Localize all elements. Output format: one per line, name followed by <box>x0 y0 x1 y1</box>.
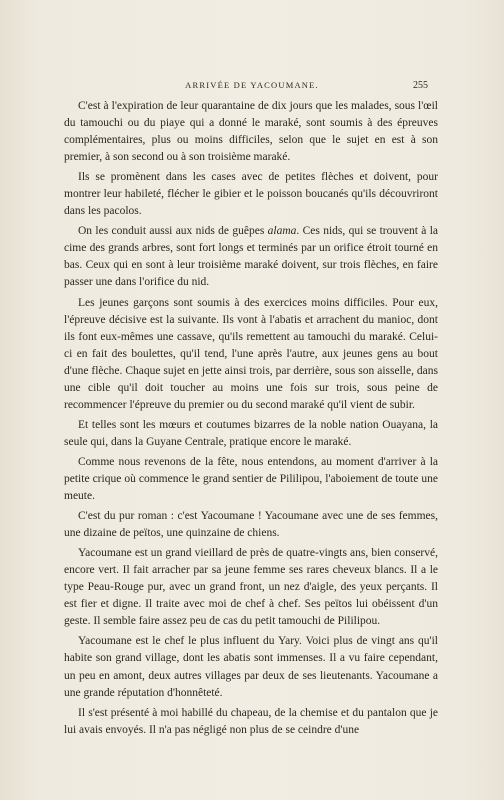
paragraph: Les jeunes garçons sont soumis à des exercices moins difficiles. Pour eux, l'épreuve décisive est la suivante. Ils vont à l'abatis et arrachent du manioc, dont ils font eux-mêmes une cassave, qu'ils remettent au tamouchi du maraké. Celui-ci en fait des boulettes, qu'il tend, l'une après l'autre, aux jeunes gens au bout d'une flèche. Chaque sujet en jette ainsi trois, par derrière, sous son aisselle, dans une cible qu'il doit toucher au moins une fois sur trois, sous peine de recommencer l'épreuve du premier ou du second maraké qu'il vient de subir. <box>64 296 438 411</box>
page-number: 255 <box>413 80 428 91</box>
paragraph: Ils se promènent dans les cases avec de petites flèches et doivent, pour montrer leur habileté, flécher le gibier et le poisson boucanés qu'ils découvriront dans les pacolos. <box>64 171 438 218</box>
paragraph: Yacoumane est un grand vieillard de près de quatre-vingts ans, bien conservé, encore vert. Il fait arracher par sa jeune femme ses rares cheveux blancs. Il a le type Peau-Rouge pur, avec un grand front, un nez d'aigle, des yeux perçants. Il est fier et digne. Il traite avec moi de chef à chef. Ses peïtos lui obéissent d'un geste. Il semble faire assez peu de cas du petit tamouchi de Pililipou. <box>64 547 438 628</box>
running-title: ARRIVÉE DE YACOUMANE. <box>185 80 319 90</box>
paragraph: C'est à l'expiration de leur quarantaine de dix jours que les malades, sous l'œil du tamouchi ou du piaye qui a donné le maraké, sont soumis à des épreuves complémentaires, plus ou moins difficiles, selon que le sujet en est à son premier, à son second ou à son troisième maraké. <box>64 100 438 164</box>
italic-term: alama <box>267 225 297 238</box>
paragraph: On les conduit aussi aux nids de guêpes alama. Ces nids, qui se trouvent à la cime des grands arbres, sont fort longs et terminés par un orifice étroit tourné en bas. Ceux qui en sont à leur troisième maraké doivent, sur trois flèches, en faire passer une dans l'orifice du nid. <box>64 225 438 289</box>
page-header <box>0 80 504 94</box>
paragraph: C'est du pur roman : c'est Yacoumane ! Yacoumane avec une de ses femmes, une dizaine de peïtos, une quinzaine de chiens. <box>64 510 438 540</box>
paragraph: Il s'est présenté à moi habillé du chapeau, de la chemise et du pantalon que je lui avais envoyés. Il n'a pas négligé non plus de se ceindre d'une <box>64 706 438 736</box>
paragraph: Comme nous revenons de la fête, nous entendons, au moment d'arriver à la petite crique où commence le grand sentier de Pililipou, l'aboiement de toute une meute. <box>64 455 438 503</box>
paragraph: Et telles sont les mœurs et coutumes bizarres de la noble nation Ouayana, la seule qui, dans la Guyane Centrale, pratique encore le maraké. <box>64 418 438 448</box>
paragraph: Yacoumane est le chef le plus influent du Yary. Voici plus de vingt ans qu'il habite son grand village, dont les abatis sont immenses. Il a vu faire cependant, un peu en amont, deux autres villages par deux de ses lieutenants. Yacoumane a une grande réputation d'honnêteté. <box>64 635 438 699</box>
body-text <box>64 98 438 742</box>
